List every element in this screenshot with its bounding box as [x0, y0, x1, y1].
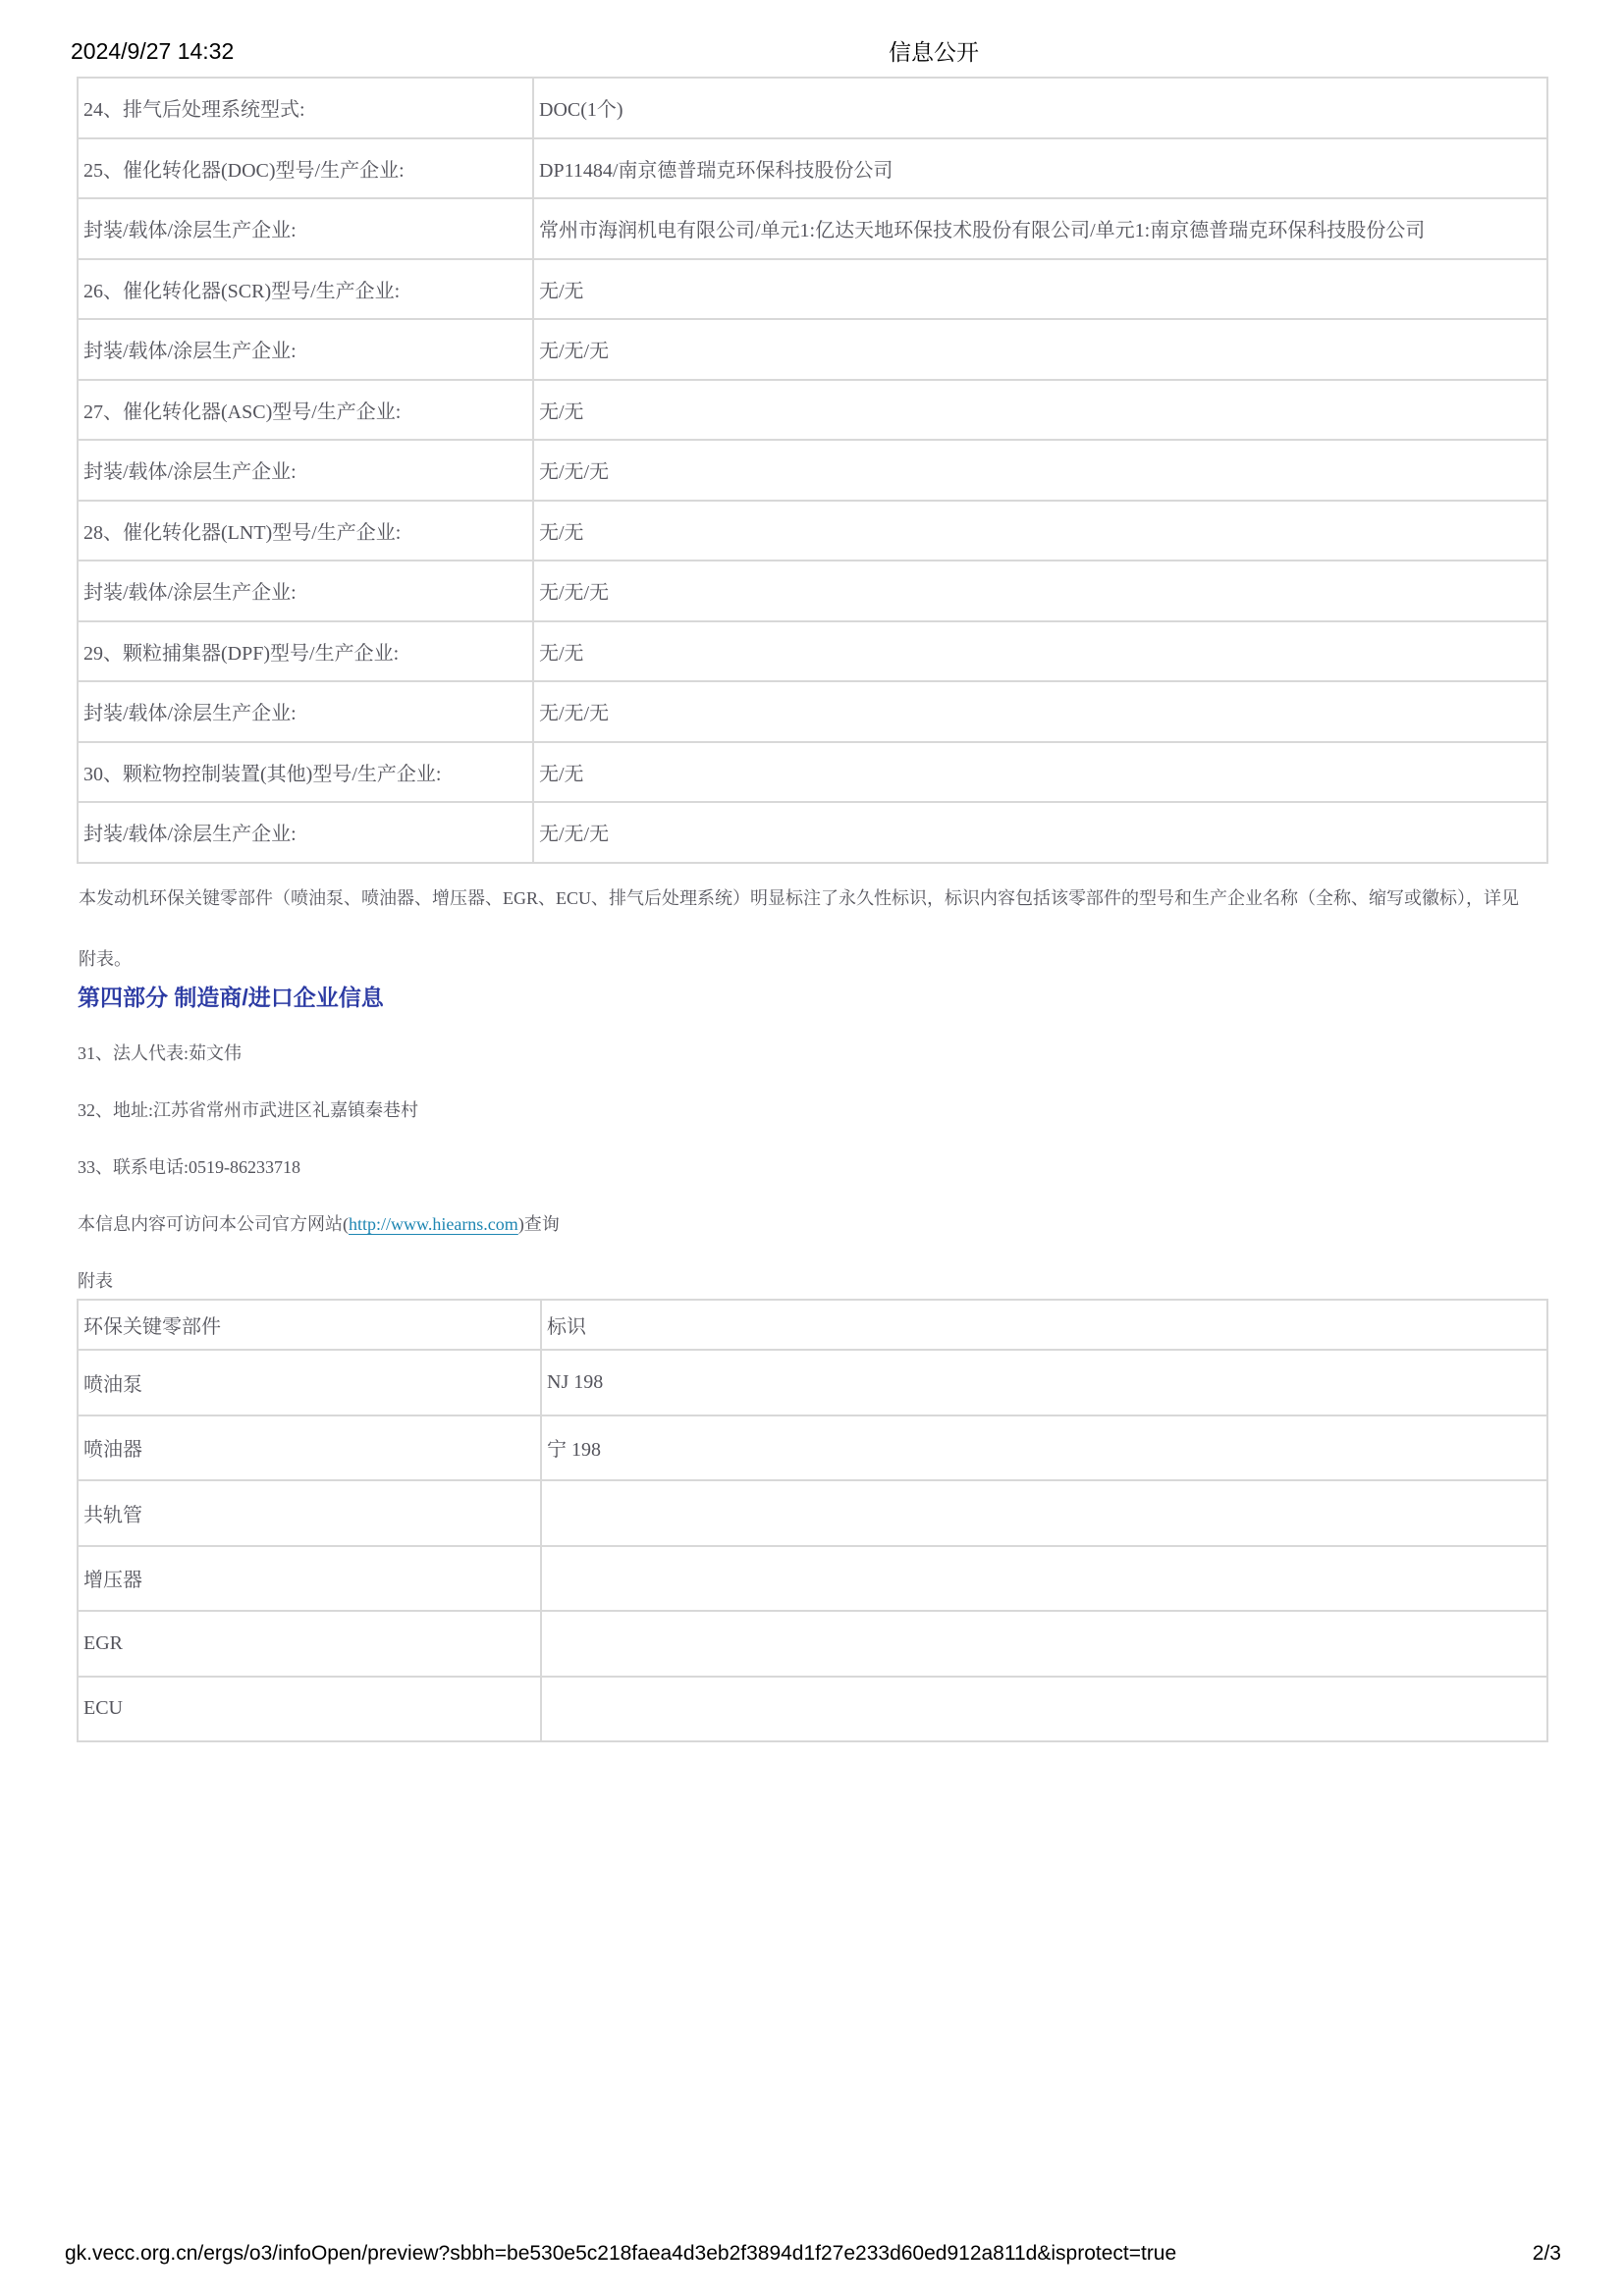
table-row: [78, 259, 1547, 320]
table-row: [78, 440, 1547, 501]
table-row: [78, 1611, 1547, 1677]
row-value: 常州市海润机电有限公司/单元1:亿达天地环保技术股份有限公司/单元1:南京德普瑞克环保科技股份公司: [533, 198, 1547, 259]
table-row: [78, 1480, 1547, 1546]
table-row: [78, 1677, 1547, 1742]
table-row: [78, 1415, 1547, 1481]
row-value: 无/无/无: [533, 802, 1547, 863]
table-row: [78, 319, 1547, 380]
row-label: 25、催化转化器(DOC)型号/生产企业:: [78, 138, 533, 199]
table-row: [78, 681, 1547, 742]
part-mark: 宁 198: [541, 1415, 1547, 1481]
marking-note-paragraph: 本发动机环保关键零部件（喷油泵、喷油器、增压器、EGR、ECU、排气后处理系统）明显标注了永久性标识，标识内容包括该零部件的型号和生产企业名称（全称、缩写或徽标），详见附表。: [79, 888, 1519, 969]
table-row: [78, 138, 1547, 199]
phone-line: 33、联系电话:0519-86233718: [78, 1157, 300, 1177]
table-row: [78, 1350, 1547, 1415]
print-footer-url: gk.vecc.org.cn/ergs/o3/infoOpen/preview?sbbh=be530e5c218faea4d3eb2f3894d1f27e233d60ed912a811d&isprotect=true: [65, 2242, 1177, 2265]
table-row: [78, 1546, 1547, 1612]
website-line-prefix: 本信息内容可访问本公司官方网站(: [78, 1214, 349, 1234]
row-label: 封装/载体/涂层生产企业:: [78, 440, 533, 501]
section4-heading: 第四部分 制造商/进口企业信息: [78, 985, 384, 1010]
part-mark: [541, 1677, 1547, 1742]
row-value: 无/无/无: [533, 440, 1547, 501]
address-line: 32、地址:江苏省常州市武进区礼嘉镇秦巷村: [78, 1100, 418, 1120]
part-mark: [541, 1611, 1547, 1677]
row-label: 30、颗粒物控制装置(其他)型号/生产企业:: [78, 742, 533, 803]
part-mark: [541, 1546, 1547, 1612]
row-value: DOC(1个): [533, 78, 1547, 138]
row-label: 封装/载体/涂层生产企业:: [78, 198, 533, 259]
table-row: [78, 198, 1547, 259]
column-header: 环保关键零部件: [78, 1300, 541, 1350]
part-name: 共轨管: [78, 1480, 541, 1546]
print-header-datetime: 2024/9/27 14:32: [71, 38, 235, 64]
part-name: EGR: [78, 1611, 541, 1677]
part-name: 喷油器: [78, 1415, 541, 1481]
row-label: 29、颗粒捕集器(DPF)型号/生产企业:: [78, 621, 533, 682]
row-value: 无/无/无: [533, 319, 1547, 380]
print-footer-page-number: 2/3: [1532, 2242, 1561, 2265]
row-label: 28、催化转化器(LNT)型号/生产企业:: [78, 501, 533, 561]
appendix-table: [77, 1299, 1548, 1742]
row-label: 封装/载体/涂层生产企业:: [78, 802, 533, 863]
parts-table: [77, 77, 1548, 864]
table-row: [78, 802, 1547, 863]
row-value: DP11484/南京德普瑞克环保科技股份公司: [533, 138, 1547, 199]
row-label: 26、催化转化器(SCR)型号/生产企业:: [78, 259, 533, 320]
row-value: 无/无/无: [533, 561, 1547, 621]
column-header: 标识: [541, 1300, 1547, 1350]
legal-representative-line: 31、法人代表:茹文伟: [78, 1043, 243, 1063]
website-line-suffix: )查询: [517, 1214, 560, 1234]
row-value: 无/无: [533, 380, 1547, 441]
table-row: [78, 621, 1547, 682]
row-label: 27、催化转化器(ASC)型号/生产企业:: [78, 380, 533, 441]
part-name: 增压器: [78, 1546, 541, 1612]
table-row: [78, 742, 1547, 803]
row-label: 封装/载体/涂层生产企业:: [78, 319, 533, 380]
row-value: 无/无/无: [533, 681, 1547, 742]
table-row: [78, 380, 1547, 441]
part-mark: [541, 1480, 1547, 1546]
row-value: 无/无: [533, 501, 1547, 561]
company-website-link[interactable]: http://www.hiearns.com: [349, 1214, 518, 1234]
table-row: [78, 501, 1547, 561]
row-label: 封装/载体/涂层生产企业:: [78, 681, 533, 742]
appendix-label: 附表: [78, 1271, 113, 1291]
row-value: 无/无: [533, 621, 1547, 682]
page-title: 信息公开: [889, 39, 979, 65]
row-value: 无/无: [533, 259, 1547, 320]
table-row: [78, 78, 1547, 138]
row-label: 封装/载体/涂层生产企业:: [78, 561, 533, 621]
row-label: 24、排气后处理系统型式:: [78, 78, 533, 138]
website-line: [78, 1212, 560, 1236]
row-value: 无/无: [533, 742, 1547, 803]
part-name: ECU: [78, 1677, 541, 1742]
table-header-row: [78, 1300, 1547, 1350]
part-mark: NJ 198: [541, 1350, 1547, 1415]
part-name: 喷油泵: [78, 1350, 541, 1415]
table-row: [78, 561, 1547, 621]
